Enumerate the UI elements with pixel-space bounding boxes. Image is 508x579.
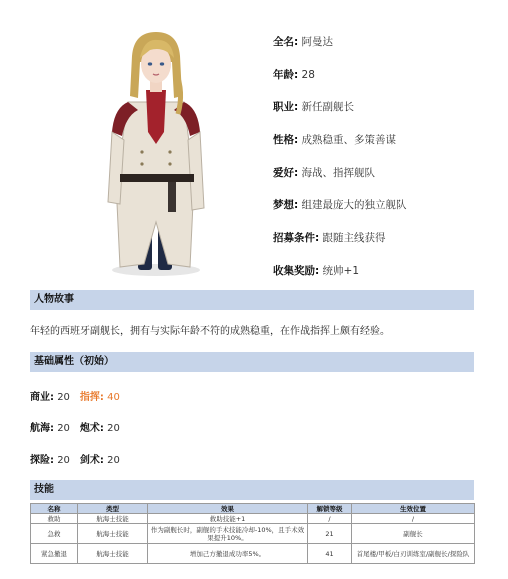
profile-row-personality bbox=[273, 132, 503, 165]
table-cell: 紧急撤退 bbox=[31, 544, 78, 564]
profile-row-dream bbox=[273, 197, 503, 230]
table-cell: 增加己方撤退成功率5%。 bbox=[148, 544, 308, 564]
field-label: 收集奖励: bbox=[273, 264, 320, 277]
skills-table bbox=[30, 503, 475, 564]
table-cell: 航海士技能 bbox=[78, 514, 148, 524]
profile-row-age bbox=[273, 67, 503, 100]
profile-row-recruit bbox=[273, 230, 503, 263]
field-value: 组建最庞大的独立舰队 bbox=[301, 199, 407, 212]
table-cell: 作为副舰长时，副舰的手术技能冷却-10%，且手术效果提升10%。 bbox=[148, 524, 308, 544]
attribute-value-highlighted: 40 bbox=[107, 392, 120, 403]
attribute-label: 探险: bbox=[30, 455, 54, 466]
table-row bbox=[31, 524, 475, 544]
field-value: 阿曼达 bbox=[301, 36, 334, 48]
column-header: 解锁等级 bbox=[308, 504, 352, 514]
attribute-label: 剑术: bbox=[79, 455, 104, 466]
table-cell: 副舰长 bbox=[352, 524, 475, 544]
table-cell: 航海士技能 bbox=[78, 544, 148, 564]
field-value: 跟随主线获得 bbox=[322, 232, 386, 245]
attribute-label-highlighted: 指挥: bbox=[79, 392, 104, 403]
field-label: 梦想: bbox=[273, 199, 299, 212]
attribute-value: 20 bbox=[57, 423, 70, 434]
field-value: 海战、指挥舰队 bbox=[301, 166, 376, 179]
story-section-header: 人物故事 bbox=[30, 290, 474, 310]
attribute-row bbox=[30, 419, 120, 434]
attribute-row bbox=[30, 451, 120, 466]
character-portrait bbox=[98, 32, 214, 278]
table-header-row bbox=[31, 504, 475, 514]
field-label: 职业: bbox=[273, 101, 299, 114]
field-label: 性格: bbox=[273, 134, 299, 147]
table-cell: 救助 bbox=[31, 514, 78, 524]
table-row bbox=[31, 514, 475, 524]
attribute-label: 商业: bbox=[30, 392, 54, 403]
column-header: 类型 bbox=[78, 504, 148, 514]
column-header: 效果 bbox=[148, 504, 308, 514]
attribute-label: 航海: bbox=[30, 423, 54, 434]
profile-row-occupation bbox=[273, 99, 503, 132]
profile-info bbox=[273, 34, 503, 296]
profile-row-hobby bbox=[273, 165, 503, 198]
attribute-value: 20 bbox=[107, 423, 120, 434]
table-cell: 航海士技能 bbox=[78, 524, 148, 544]
story-text: 年轻的西班牙副舰长，拥有与实际年龄不符的成熟稳重，在作战指挥上颇有经验。 bbox=[30, 326, 390, 337]
skills-section-header: 技能 bbox=[30, 480, 474, 500]
table-cell: 首尾楼/甲板/白刃训练室/副舰长/探险队 bbox=[352, 544, 475, 564]
attribute-label: 炮术: bbox=[79, 423, 104, 434]
table-row bbox=[31, 544, 475, 564]
field-label: 招募条件: bbox=[273, 232, 320, 245]
column-header: 生效位置 bbox=[352, 504, 475, 514]
table-cell: 急救 bbox=[31, 524, 78, 544]
field-label: 年龄: bbox=[273, 68, 299, 81]
attributes-section-header: 基础属性（初始） bbox=[30, 352, 474, 372]
field-value: 统帅+1 bbox=[322, 264, 360, 277]
attribute-row bbox=[30, 388, 120, 403]
field-value: 28 bbox=[301, 68, 315, 81]
attribute-value: 20 bbox=[57, 455, 70, 466]
table-cell: 救助技能+1 bbox=[148, 514, 308, 524]
table-cell: 41 bbox=[308, 544, 352, 564]
column-header: 名称 bbox=[31, 504, 78, 514]
field-value: 成熟稳重、多策善谋 bbox=[301, 134, 397, 147]
field-label: 爱好: bbox=[273, 166, 299, 179]
field-value: 新任副舰长 bbox=[301, 101, 355, 114]
field-label: 全名: bbox=[273, 36, 299, 48]
profile-row-name bbox=[273, 34, 503, 67]
table-cell: / bbox=[352, 514, 475, 524]
attribute-value: 20 bbox=[107, 455, 120, 466]
table-cell: / bbox=[308, 514, 352, 524]
table-cell: 21 bbox=[308, 524, 352, 544]
attribute-value: 20 bbox=[57, 392, 70, 403]
